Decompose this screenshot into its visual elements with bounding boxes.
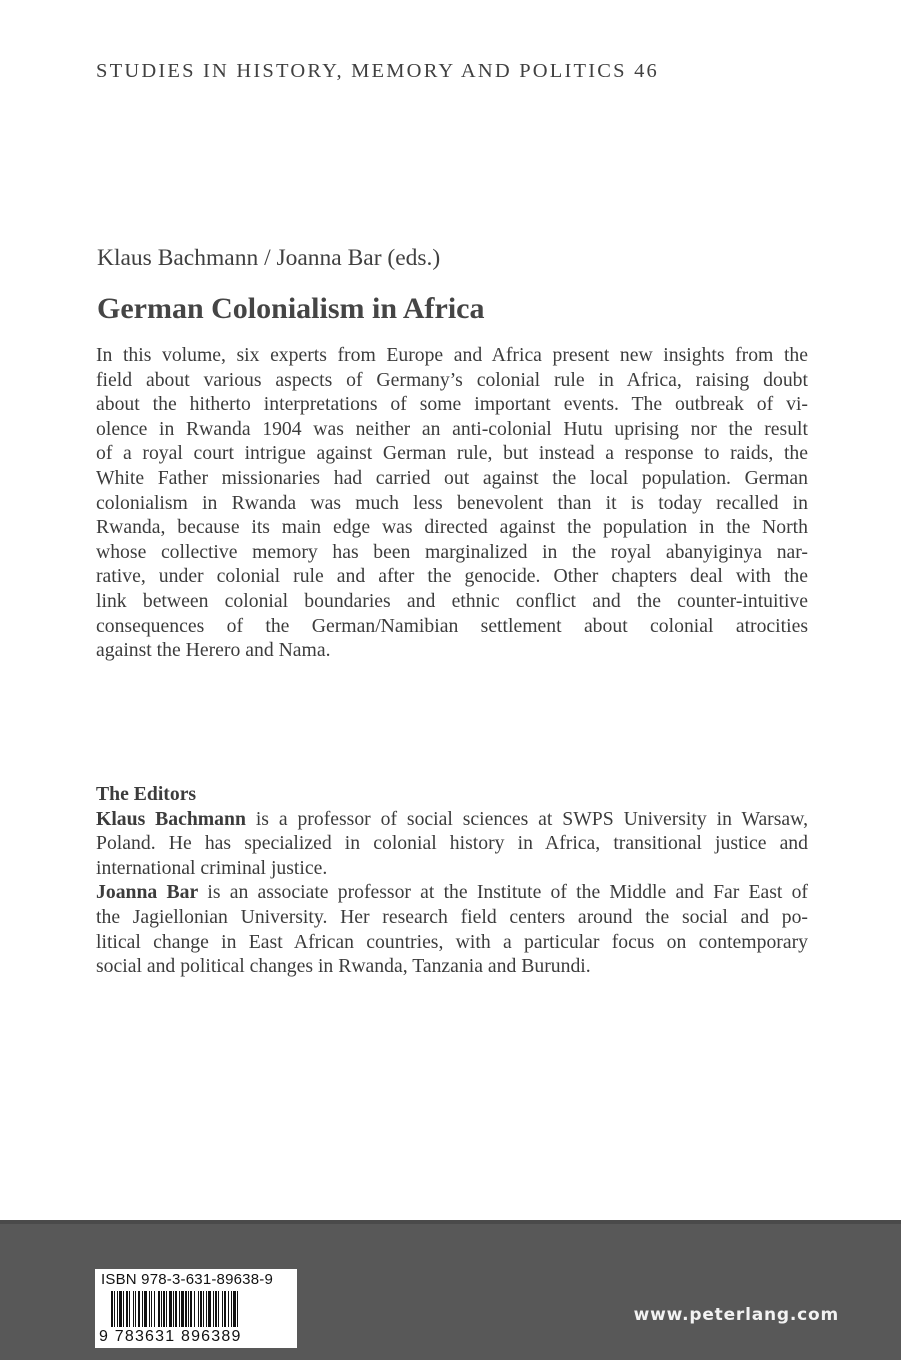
book-title: German Colonialism in Africa xyxy=(97,292,485,325)
barcode-digits: 9 783631 896389 xyxy=(99,1328,242,1345)
barcode-bar xyxy=(203,1291,204,1327)
isbn-label: ISBN 978-3-631-89638-9 xyxy=(101,1271,274,1288)
barcode-bar xyxy=(138,1291,140,1327)
barcode-bar xyxy=(188,1291,189,1327)
editor2-bio-line: social and political changes in Rwanda, Tanzania and Burundi. xyxy=(96,955,591,978)
barcode-bar xyxy=(154,1291,155,1327)
blurb-line: colonialism in Rwanda was much less benevolent than it is today recalled in xyxy=(96,491,808,514)
barcode-bar xyxy=(215,1291,217,1327)
barcode-bar xyxy=(111,1291,113,1327)
barcode-bar xyxy=(228,1291,229,1327)
blurb-line: olence in Rwanda 1904 was neither an anti-colonial Hutu uprising nor the result xyxy=(96,417,808,440)
barcode-bar xyxy=(200,1291,202,1327)
blurb-line: whose collective memory has been marginalized in the royal abanyiginya nar- xyxy=(96,540,808,563)
editor1-bio-line: Poland. He has specialized in colonial history in Africa, transitional justice and xyxy=(96,832,808,855)
barcode-bar xyxy=(151,1291,152,1327)
blurb-line: against the Herero and Nama. xyxy=(96,639,331,662)
editors-heading: The Editors xyxy=(96,783,197,805)
editor1-bio-text: is a professor of social sciences at SWPS University in Warsaw, xyxy=(245,807,809,830)
publisher-url[interactable]: www.peterlang.com xyxy=(633,1305,839,1325)
blurb-line: about the hitherto interpretations of some important events. The outbreak of vi- xyxy=(96,393,808,416)
barcode-bar xyxy=(224,1291,226,1327)
barcode-bar xyxy=(173,1291,174,1327)
blurb xyxy=(96,343,808,663)
barcode-bar xyxy=(194,1291,195,1327)
editor2-bio-line: the Jagiellonian University. Her research field centers around the social and po- xyxy=(96,905,808,928)
editors-section xyxy=(96,782,808,979)
barcode-bar xyxy=(169,1291,172,1327)
editor1-bio-line: international criminal justice. xyxy=(96,856,328,879)
barcode-bar xyxy=(114,1291,115,1327)
barcode-bar xyxy=(117,1291,118,1327)
blurb-line: of a royal court intrigue against German rule, but instead a response to raids, the xyxy=(96,442,808,465)
footer-band xyxy=(0,1220,901,1360)
editor1-name: Klaus Bachmann xyxy=(96,807,246,830)
editor2-bio-text: is an associate professor at the Institute of the Middle and Far East of xyxy=(198,881,808,904)
footer-divider xyxy=(0,1220,901,1224)
editor2-bio-line: litical change in East African countries, with a particular focus on contemporary xyxy=(96,930,808,953)
barcode-bar xyxy=(158,1291,160,1327)
blurb-line: White Father missionaries had carried out against the local population. German xyxy=(96,466,808,489)
barcode-bar xyxy=(149,1291,150,1327)
barcode-bar xyxy=(181,1291,184,1327)
barcode-bar xyxy=(222,1291,223,1327)
barcode-bar xyxy=(161,1291,162,1327)
barcode-bar xyxy=(218,1291,219,1327)
barcode-bar xyxy=(135,1291,136,1327)
blurb-line: rative, under colonial rule and after the genocide. Other chapters deal with the xyxy=(96,565,808,588)
editor2-name: Joanna Bar xyxy=(96,881,199,904)
blurb-line: Rwanda, because its main edge was directed against the population in the North xyxy=(96,516,808,539)
barcode-bar xyxy=(185,1291,187,1327)
barcode-bar xyxy=(233,1291,236,1327)
barcode-bar xyxy=(206,1291,207,1327)
barcode-bar xyxy=(166,1291,167,1327)
barcode-bar xyxy=(179,1291,180,1327)
barcode-bar xyxy=(237,1291,238,1327)
blurb-line: field about various aspects of Germany’s colonial rule in Africa, raising doubt xyxy=(96,368,808,391)
barcode-bar xyxy=(142,1291,143,1327)
barcode-bar xyxy=(163,1291,165,1327)
barcode-bar xyxy=(123,1291,124,1327)
barcode-bar xyxy=(133,1291,134,1327)
editor1-bio-line xyxy=(96,807,808,832)
barcode-bar xyxy=(129,1291,130,1327)
barcode-bar xyxy=(119,1291,122,1327)
isbn-barcode xyxy=(95,1269,297,1348)
barcode-bar xyxy=(231,1291,232,1327)
barcode-bar xyxy=(198,1291,199,1327)
blurb-line: consequences of the German/Namibian settlement about colonial atrocities xyxy=(96,614,808,637)
series-title: STUDIES IN HISTORY, MEMORY AND POLITICS 46 xyxy=(96,60,660,82)
barcode-bar xyxy=(175,1291,177,1327)
barcode-bar xyxy=(208,1291,211,1327)
blurb-line: link between colonial boundaries and ethnic conflict and the counter-intuitive xyxy=(96,589,808,612)
barcode-bar xyxy=(126,1291,128,1327)
editors-byline: Klaus Bachmann / Joanna Bar (eds.) xyxy=(97,245,441,271)
blurb-line: In this volume, six experts from Europe and Africa present new insights from the xyxy=(96,344,808,366)
barcode-bar xyxy=(190,1291,192,1327)
barcode-bar xyxy=(213,1291,214,1327)
barcode-bar xyxy=(144,1291,147,1327)
editor2-bio-line xyxy=(96,880,808,905)
